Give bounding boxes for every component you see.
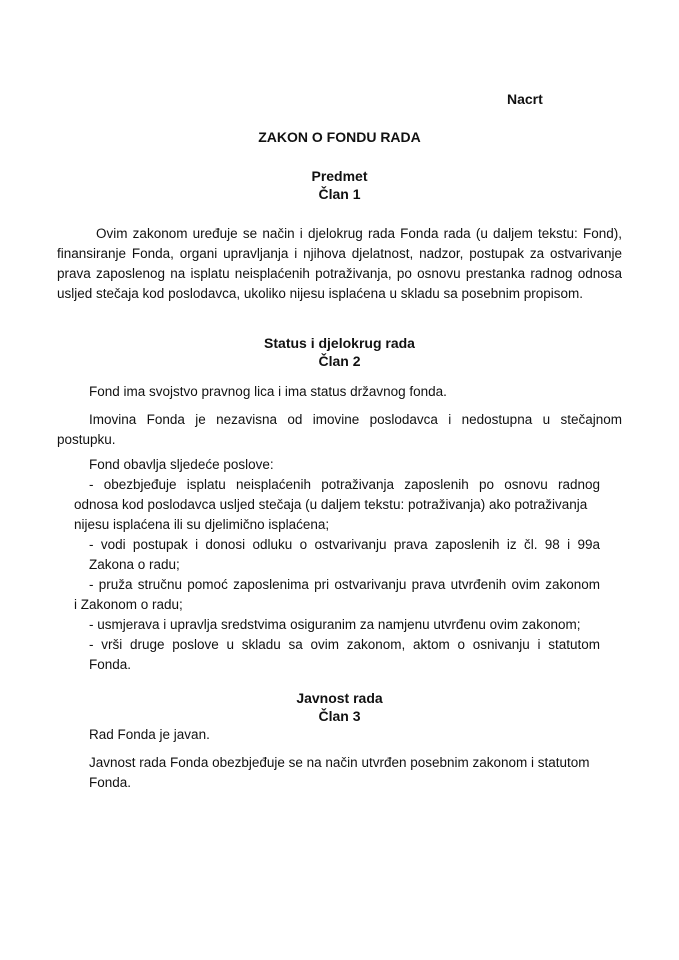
section-heading-subject <box>0 167 679 203</box>
text-line: Rad Fonda je javan. <box>89 727 210 742</box>
list-item-line: - vrši druge poslove u skladu sa ovim zakonom, aktom o osnivanju i statutom <box>89 637 600 652</box>
list-item-line: - usmjerava i upravlja sredstvima osiguranim za namjenu utvrđenu ovim zakonom; <box>89 617 581 632</box>
list-item-line: nijesu isplaćena ili su djelimično isplaćena; <box>74 517 330 532</box>
section-heading-status <box>0 334 679 370</box>
section-title: Status i djelokrug rada <box>264 335 415 351</box>
section-title: Predmet <box>311 168 368 184</box>
list-item-line: Fonda. <box>89 657 132 672</box>
list-item-line: odnosa kod poslodavca usljed stečaja (u daljem tekstu: potraživanja) ako potraživanja <box>74 497 588 512</box>
draft-label: Nacrt <box>507 91 543 107</box>
text-line: Fond obavlja sljedeće poslove: <box>89 457 274 472</box>
list-item-line: - pruža stručnu pomoć zaposlenima pri ostvarivanju prava utvrđenih ovim zakonom <box>89 577 600 592</box>
text-line: Fond ima svojstvo pravnog lica i ima status državnog fonda. <box>89 384 447 399</box>
section-title: Javnost rada <box>296 690 383 706</box>
article-number: Član 1 <box>318 186 361 202</box>
text-line: Javnost rada Fonda obezbjeđuje se na način utvrđen posebnim zakonom i statutom <box>89 755 590 770</box>
text-line: Imovina Fonda je nezavisna od imovine poslodavca i nedostupna u stečajnom <box>89 412 622 427</box>
text-line: Fonda. <box>89 775 132 790</box>
section-heading-publicity <box>0 689 679 725</box>
list-item-line: - obezbjeđuje isplatu neisplaćenih potraživanja zaposlenih po osnovu radnog <box>89 477 600 492</box>
text-line: postupku. <box>57 432 116 447</box>
article-number: Član 3 <box>318 708 361 724</box>
list-item-line: i Zakonom o radu; <box>74 597 183 612</box>
article-number: Član 2 <box>318 353 361 369</box>
list-item-line: - vodi postupak i donosi odluku o ostvarivanju prava zaposlenih iz čl. 98 i 99a <box>89 537 600 552</box>
list-item-line: Zakona o radu; <box>89 557 180 572</box>
law-title: ZAKON O FONDU RADA <box>258 129 421 145</box>
article-1-paragraph: Ovim zakonom uređuje se način i djelokrug rada Fonda rada (u daljem tekstu: Fond), finansiranje Fonda, organi upravljanja i njihova djelatnost, nadzor, postupak za ostvarivanje prava zaposlenog na isplatu neisplaćenih potraživanja, po osnovu prestanka radnog odnosa usljed stečaja kod poslodavca, ukoliko nijesu isplaćena u skladu sa posebnim propisom. <box>57 226 622 301</box>
